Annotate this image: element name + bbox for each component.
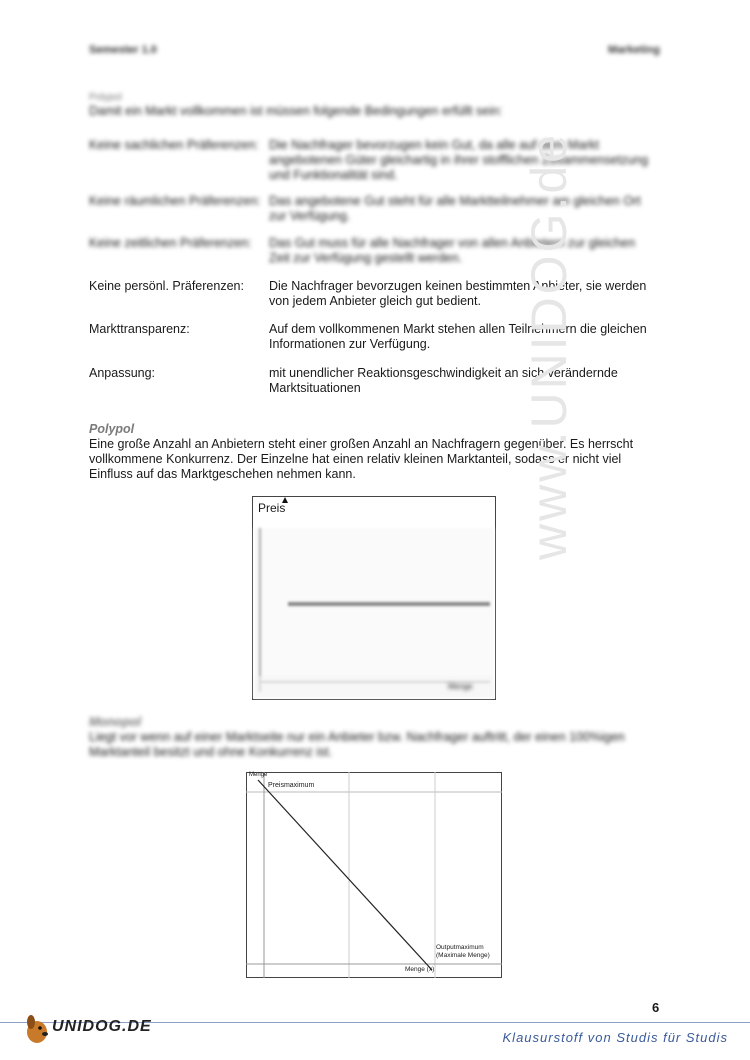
page-number: 6	[652, 1000, 660, 1015]
condition-label: Keine zeitlichen Präferenzen:	[89, 236, 252, 250]
chart2-y-label: Menge	[249, 772, 268, 778]
dog-icon	[22, 1010, 52, 1046]
condition-label: Keine räumlichen Präferenzen:	[89, 194, 261, 208]
condition-text: Die Nachfrager bevorzugen kein Gut, da alle auf dem Markt angebotenen Güter gleichartig in ihrer stofflichen Zusammensetzung und Funktionalität sind.	[269, 138, 649, 182]
monopol-chart	[246, 772, 502, 978]
polypol-chart	[252, 496, 496, 700]
output-label	[436, 944, 490, 960]
condition-text: Die Nachfrager bevorzugen keinen bestimmten Anbieter, sie werden von jedem Anbieter gleich gut bedient.	[269, 279, 647, 308]
footer-tagline: Klausurstoff von Studis für Studis	[502, 1030, 728, 1045]
logo	[22, 1010, 162, 1050]
intro-text: Damit ein Markt vollkommen ist müssen folgende Bedingungen erfüllt sein:	[89, 104, 503, 118]
condition-label: Anpassung:	[89, 366, 156, 380]
chart2-x-label: Menge (x)	[405, 966, 435, 973]
watermark: www.UNIDOG.de	[521, 132, 577, 560]
condition-text: Das Gut muss für alle Nachfrager von allen Anbietern zur gleichen Zeit zur Verfügung gestellt werden.	[269, 236, 636, 265]
chart2-top-label: Preismaximum	[268, 782, 315, 789]
condition-label: Keine persönl. Präferenzen:	[89, 279, 244, 293]
condition-text: Das angebotene Gut steht für alle Marktteilnehmer am gleichen Ort zur Verfügung.	[269, 194, 641, 223]
x-axis-label: Menge	[448, 682, 473, 691]
y-axis-label: Preis	[258, 501, 286, 515]
condition-label: Keine sachlichen Präferenzen:	[89, 138, 259, 152]
monopol-text: Liegt vor wenn auf einer Marktseite nur ein Anbieter bzw. Nachfrager auftritt, der einen 100%igen Marktanteil besitzt und ohne Konkurrenz ist.	[89, 730, 625, 759]
monopol-heading: Monopol	[89, 715, 142, 729]
condition-text: mit unendlicher Reaktionsgeschwindigkeit an sich verändernde Marktsituationen	[269, 366, 618, 395]
chart-plot-area	[254, 528, 494, 698]
condition-text: Auf dem vollkommenen Markt stehen allen Teilnehmern die gleichen Informationen zur Verfügung.	[269, 322, 647, 351]
header-left: Semester 1.0	[89, 44, 157, 56]
polypol-text: Eine große Anzahl an Anbietern steht einer großen Anzahl an Nachfragern gegenüber. Es herrscht vollkommene Konkurrenz. Der Einzelne hat einen relativ kleinen Marktanteil, sodass er nicht viel Einfluss auf das Marktgeschehen nehmen kann.	[89, 437, 634, 481]
condition-label: Markttransparenz:	[89, 322, 190, 336]
polypol-heading: Polypol	[89, 422, 135, 436]
logo-text: UNIDOG.DE	[52, 1018, 152, 1035]
output-label-line-1: Outputmaximum	[436, 944, 484, 951]
output-label-line-2: (Maximale Menge)	[436, 952, 490, 959]
header-right: Marketing	[608, 44, 660, 56]
intro-subhead: Polypol	[89, 92, 122, 103]
polypol-chart-svg	[252, 496, 496, 700]
